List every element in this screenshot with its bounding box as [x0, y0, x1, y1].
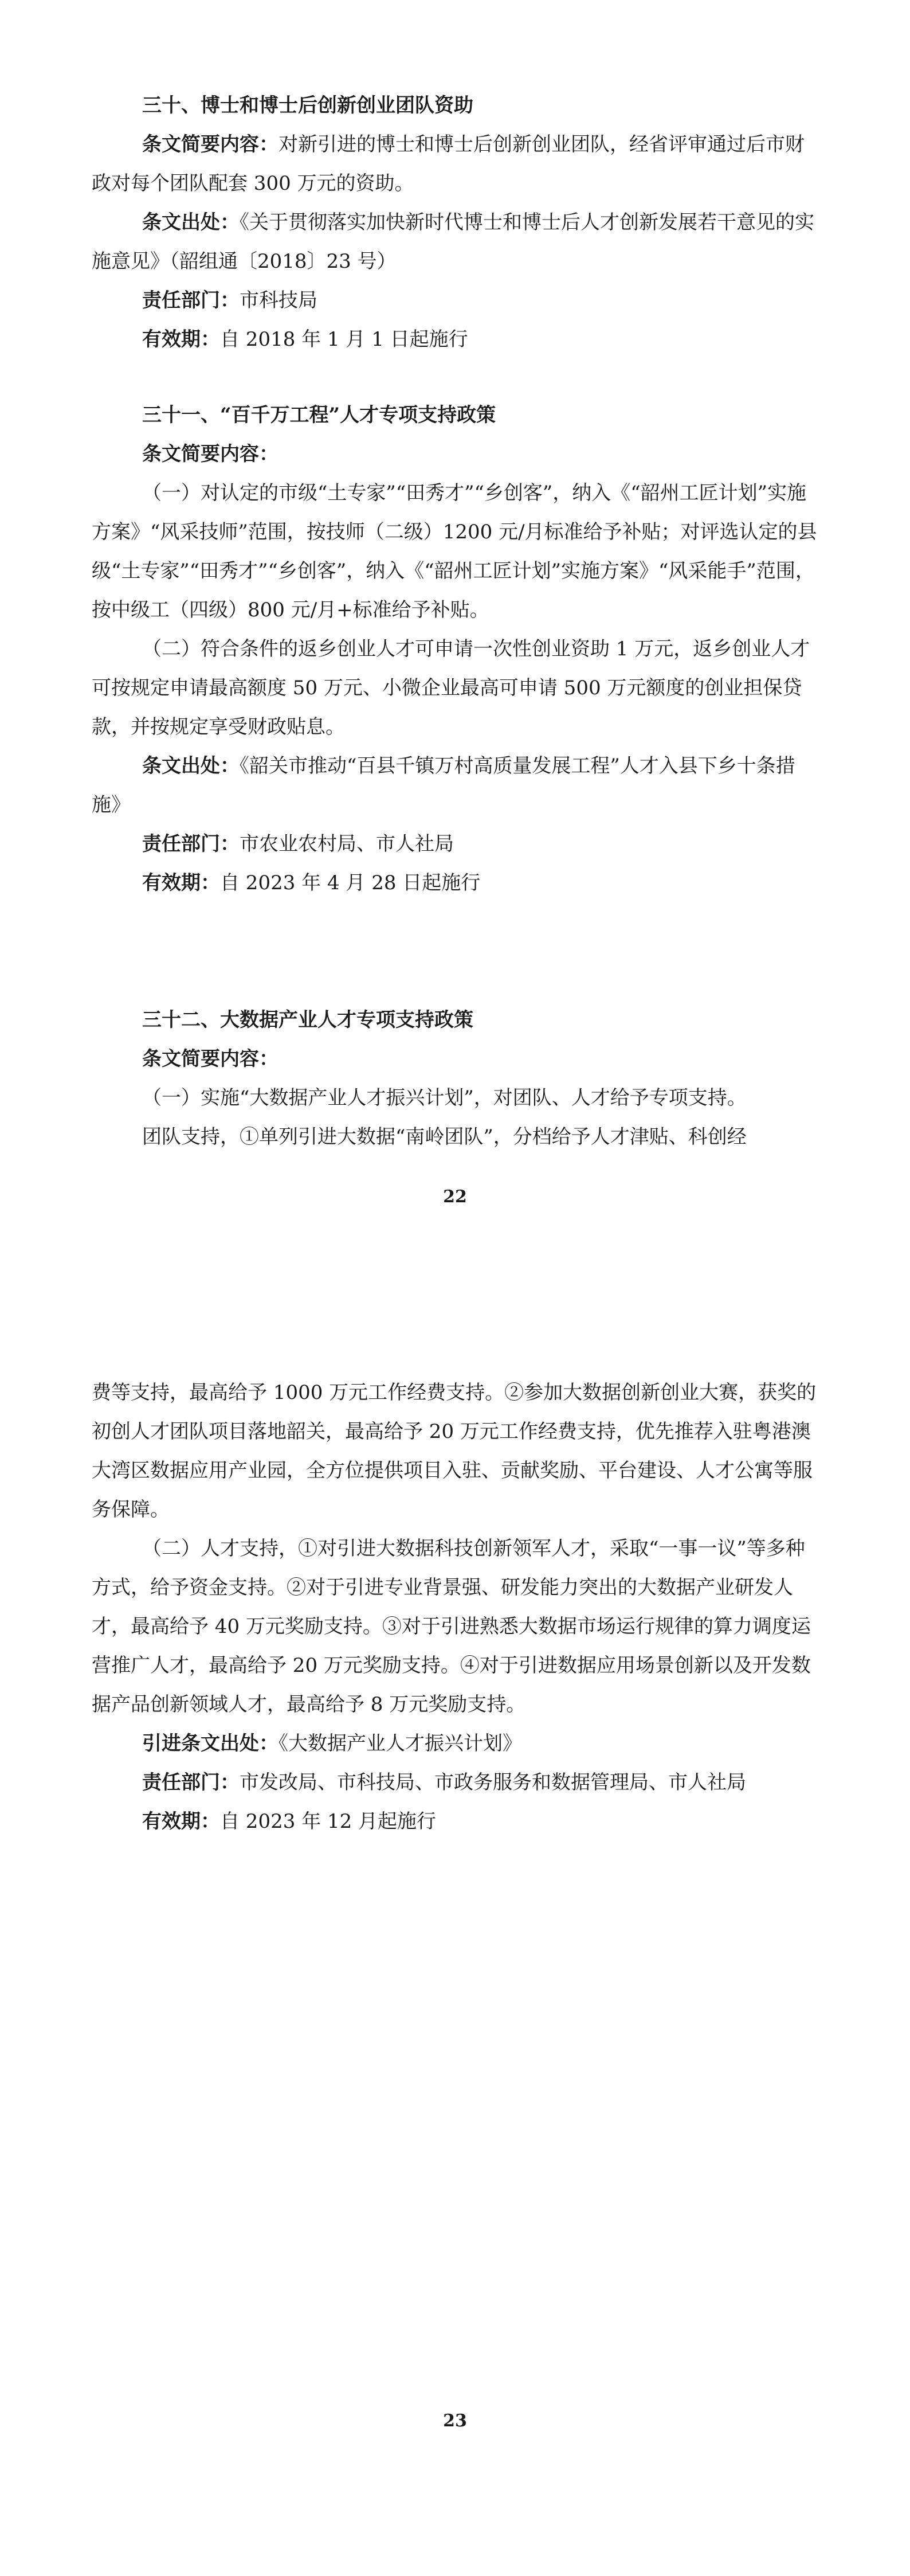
section-30-dept: [92, 281, 819, 320]
section-30-source: [92, 203, 819, 281]
section-32-continued: [92, 1373, 819, 1841]
section-30-title: 三十、博士和博士后创新创业团队资助: [142, 94, 473, 117]
dept-text: 市发改局、市科技局、市政务服务和数据管理局、市人社局: [240, 1771, 746, 1794]
team-support-continued: 费等支持，最高给予 1000 万元工作经费支持。②参加大数据创新创业大赛，获奖的初创人才团队项目落地韶关，最高给予 20 万元工作经费支持，优先推荐入驻粤港澳大湾区数据应用产业园，全方位提供项目入驻、贡献奖励、平台建设、人才公寓等服务保障。: [92, 1381, 817, 1521]
page-number: 23: [443, 2411, 467, 2431]
valid-text: 自 2018 年 1 月 1 日起施行: [220, 328, 468, 351]
dept-text: 市农业农村局、市人社局: [240, 832, 454, 855]
source-text: 《韶关市推动“百县千镇万村高质量发展工程”人才入县下乡十条措施》: [92, 755, 795, 816]
section-31-dept: [92, 824, 819, 863]
page-number: 22: [443, 1187, 467, 1207]
section-31-item-1: （一）对认定的市级“土专家”“田秀才”“乡创客”，纳入《“韶州工匠计划”实施方案》“风采技师”范围，按技师（二级）1200 元/月标准给予补贴；对评选认定的县级“土专家”“田秀才”“乡创客”，纳入《“韶州工匠计划”实施方案》“风采能手”范围，按中级工（四级）800 元/月+标准给予补贴。: [92, 482, 817, 621]
valid-text: 自 2023 年 4 月 28 日起施行: [220, 871, 481, 894]
section-31-source: [92, 746, 819, 824]
section-32-summary-label-line: [92, 1039, 819, 1078]
dept-label: 责任部门：: [142, 1771, 240, 1794]
source-label: 条文出处：: [142, 211, 240, 234]
section-32-source: [92, 1724, 819, 1763]
valid-label: 有效期：: [142, 1810, 220, 1833]
source-text: 《大数据产业人才振兴计划》: [279, 1732, 522, 1755]
section-31: [92, 396, 819, 902]
page-23: [0, 1261, 910, 2576]
source-label: 条文出处：: [142, 755, 240, 777]
section-31-title: 三十一、“百千万工程”人才专项支持政策: [142, 404, 496, 427]
valid-label: 有效期：: [142, 871, 220, 894]
section-32-valid: [92, 1802, 819, 1841]
section-32-item-1-team-start: 团队支持，①单列引进大数据“南岭团队”，分档给予人才津贴、科创经: [142, 1125, 747, 1148]
summary-label: 条文简要内容：: [142, 133, 279, 156]
section-30-valid: [92, 320, 819, 359]
section-31-summary-label-line: [92, 435, 819, 474]
talent-support: （二）人才支持，①对引进大数据科技创新领军人才，采取“一事一议”等多种方式，给予资金支持。②对于引进专业背景强、研发能力突出的大数据产业研发人才，最高给予 40 万元奖励支持。③对于引进熟悉大数据市场运行规律的算力调度运营推广人才，最高给予 20 万元奖励支持。④对于引进数据应用场景创新以及开发数据产品创新领域人才，最高给予 8 万元奖励支持。: [92, 1537, 811, 1716]
source-text: 《关于贯彻落实加快新时代博士和博士后人才创新发展若干意见的实施意见》（韶组通〔2018〕23 号）: [92, 211, 814, 273]
valid-label: 有效期：: [142, 328, 220, 351]
valid-text: 自 2023 年 12 月起施行: [220, 1810, 437, 1833]
summary-label: 条文简要内容：: [142, 443, 279, 466]
section-31-item-2: （二）符合条件的返乡创业人才可申请一次性创业资助 1 万元，返乡创业人才可按规定申请最高额度 50 万元、小微企业最高可申请 500 万元额度的创业担保贷款，并按规定享受财政贴息。: [92, 638, 810, 738]
section-31-valid: [92, 863, 819, 902]
section-32-title: 三十二、大数据产业人才专项支持政策: [142, 1008, 473, 1031]
page-22: [0, 0, 910, 1261]
summary-label: 条文简要内容：: [142, 1047, 279, 1070]
section-32-dept: [92, 1763, 819, 1802]
section-32-item-1: （一）实施“大数据产业人才振兴计划”，对团队、人才给予专项支持。: [142, 1086, 747, 1109]
section-32: [92, 1000, 819, 1156]
source-label: 引进条文出处：: [142, 1732, 279, 1755]
section-30: [92, 86, 819, 359]
dept-text: 市科技局: [240, 289, 317, 312]
summary-text: 对新引进的博士和博士后创新创业团队，经省评审通过后市财政对每个团队配套 300 万元的资助。: [92, 133, 805, 195]
dept-label: 责任部门：: [142, 832, 240, 855]
section-30-summary: [92, 125, 819, 203]
dept-label: 责任部门：: [142, 289, 240, 312]
